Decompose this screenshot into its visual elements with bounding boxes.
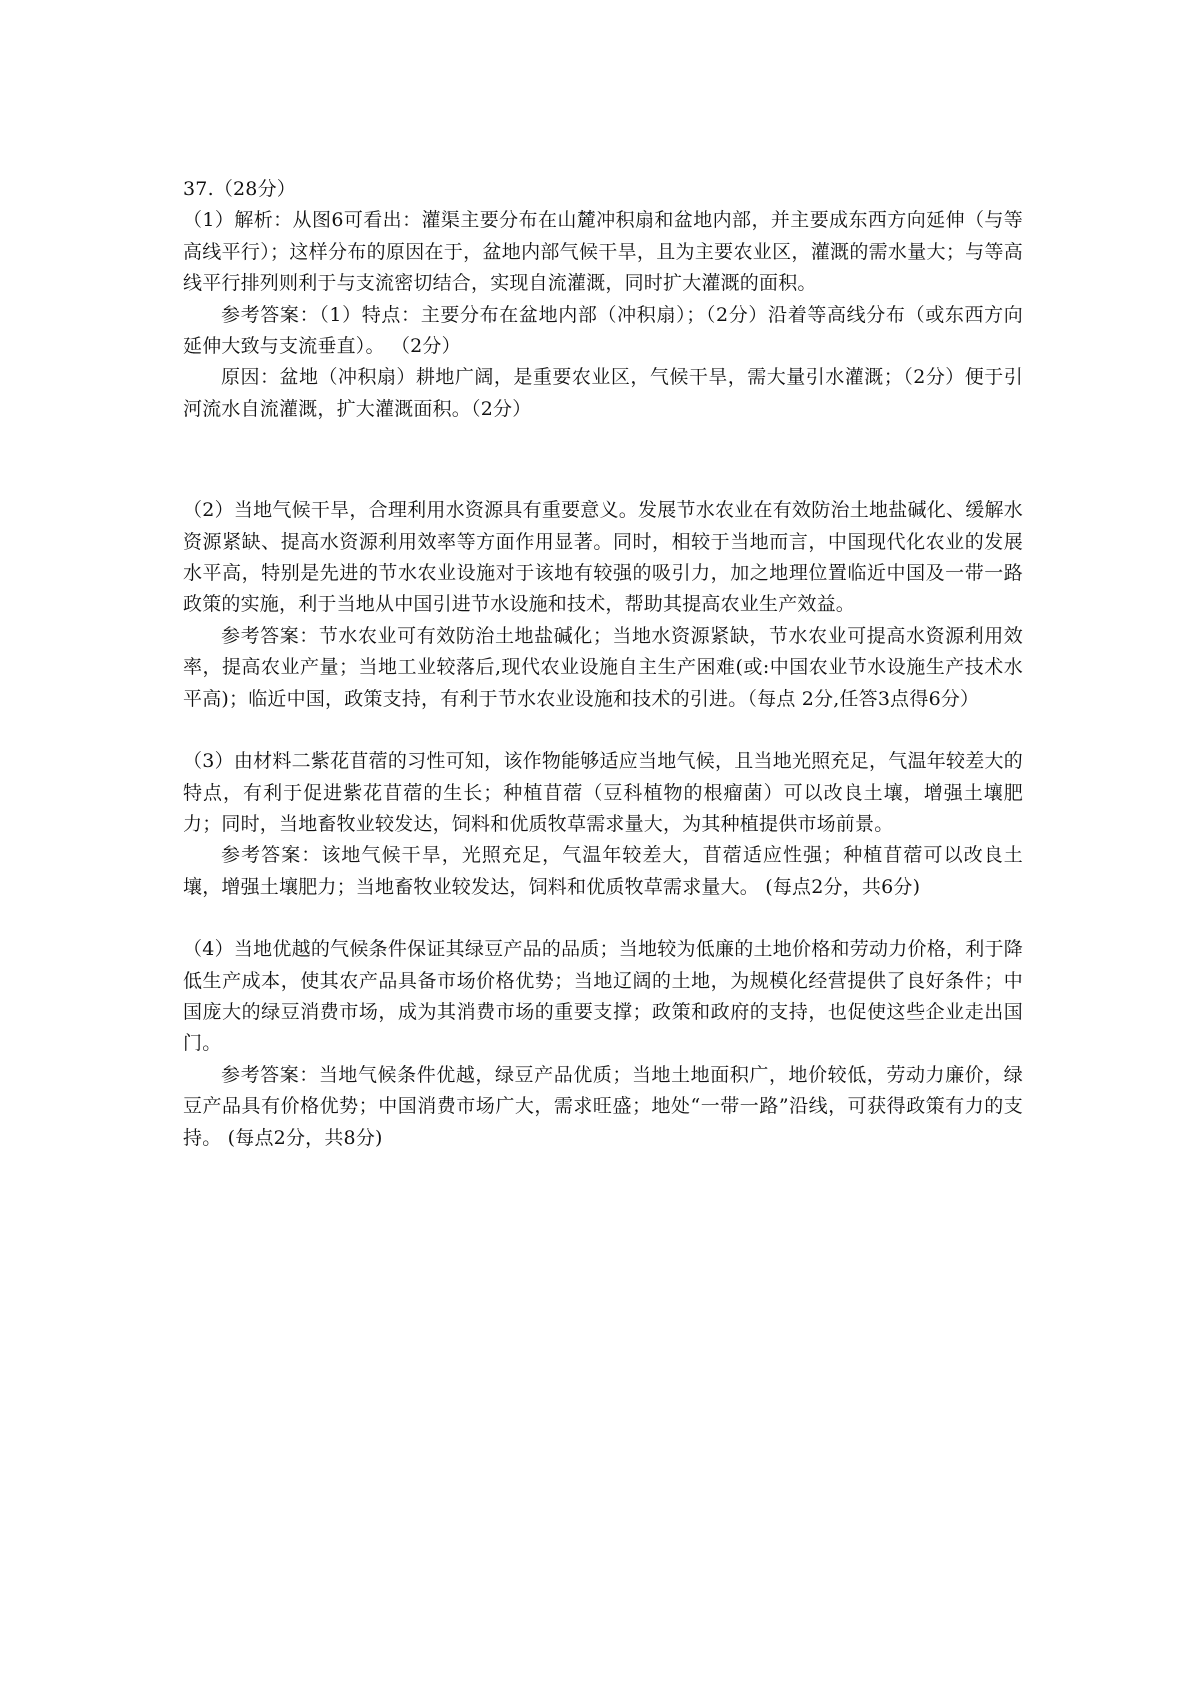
part-1-analysis: （1）解析：从图6可看出：灌渠主要分布在山麓冲积扇和盆地内部，并主要成东西方向延伸（与等高线平行）；这样分布的原因在于，盆地内部气候干旱，且为主要农业区，灌溉的需水量大；与等高线平行排列则利于与支流密切结合，实现自流灌溉，同时扩大灌溉的面积。 (183, 209, 1023, 295)
question-header: 37.（28分） (183, 178, 296, 200)
section-spacer (183, 903, 1023, 934)
section-spacer (183, 425, 1023, 495)
part-3-analysis: （3）由材料二紫花苜蓿的习性可知，该作物能够适应当地气候，且当地光照充足，气温年较差大的特点，有利于促进紫花苜蓿的生长；种植苜蓿（豆科植物的根瘤菌）可以改良土壤，增强土壤肥力；同时，当地畜牧业较发达，饲料和优质牧草需求量大，为其种植提供市场前景。 (183, 750, 1023, 835)
part-2-analysis: （2）当地气候干旱，合理利用水资源具有重要意义。发展节水农业在有效防治土地盐碱化、缓解水资源紧缺、提高水资源利用效率等方面作用显著。同时，相较于当地而言，中国现代化农业的发展水平高，特别是先进的节水农业设施对于该地有较强的吸引力，加之地理位置临近中国及一带一路政策的实施，利于当地从中国引进节水设施和技术，帮助其提高农业生产效益。 (183, 499, 1023, 616)
part-1-answer-reason: 原因：盆地（冲积扇）耕地广阔，是重要农业区，气候干旱，需大量引水灌溉；（2分）便于引河流水自流灌溉，扩大灌溉面积。（2分） (183, 366, 1023, 420)
part-4-answer: 参考答案：当地气候条件优越，绿豆产品优质；当地土地面积广，地价较低，劳动力廉价，绿豆产品具有价格优势；中国消费市场广大，需求旺盛；地处“一带一路”沿线，可获得政策有力的支持。 (每点2分，共8分) (183, 1063, 1023, 1149)
part-1-answer: 参考答案：（1）特点：主要分布在盆地内部（冲积扇）；（2分）沿着等高线分布（或东西方向延伸大致与支流垂直）。 （2分） (183, 303, 1023, 358)
part-2-answer: 参考答案：节水农业可有效防治土地盐碱化；当地水资源紧缺，节水农业可提高水资源利用效率，提高农业产量；当地工业较落后,现代农业设施自主生产困难(或:中国农业节水设施生产技术水平高)；临近中国，政策支持，有利于节水农业设施和技术的引进。（每点 2分,任答3点得6分） (183, 624, 1023, 710)
part-4-analysis: （4）当地优越的气候条件保证其绿豆产品的品质；当地较为低廉的土地价格和劳动力价格，利于降低生产成本，使其农产品具备市场价格优势；当地辽阔的土地，为规模化经营提供了良好条件；中国庞大的绿豆消费市场，成为其消费市场的重要支撑；政策和政府的支持，也促使这些企业走出国门。 (183, 938, 1023, 1055)
section-spacer (183, 715, 1023, 746)
part-3-answer: 参考答案：该地气候干旱，光照充足，气温年较差大，苜蓿适应性强；种植苜蓿可以改良土壤，增强土壤肥力；当地畜牧业较发达，饲料和优质牧草需求量大。 (每点2分，共6分) (183, 844, 1023, 898)
answer-content (183, 174, 1023, 1154)
